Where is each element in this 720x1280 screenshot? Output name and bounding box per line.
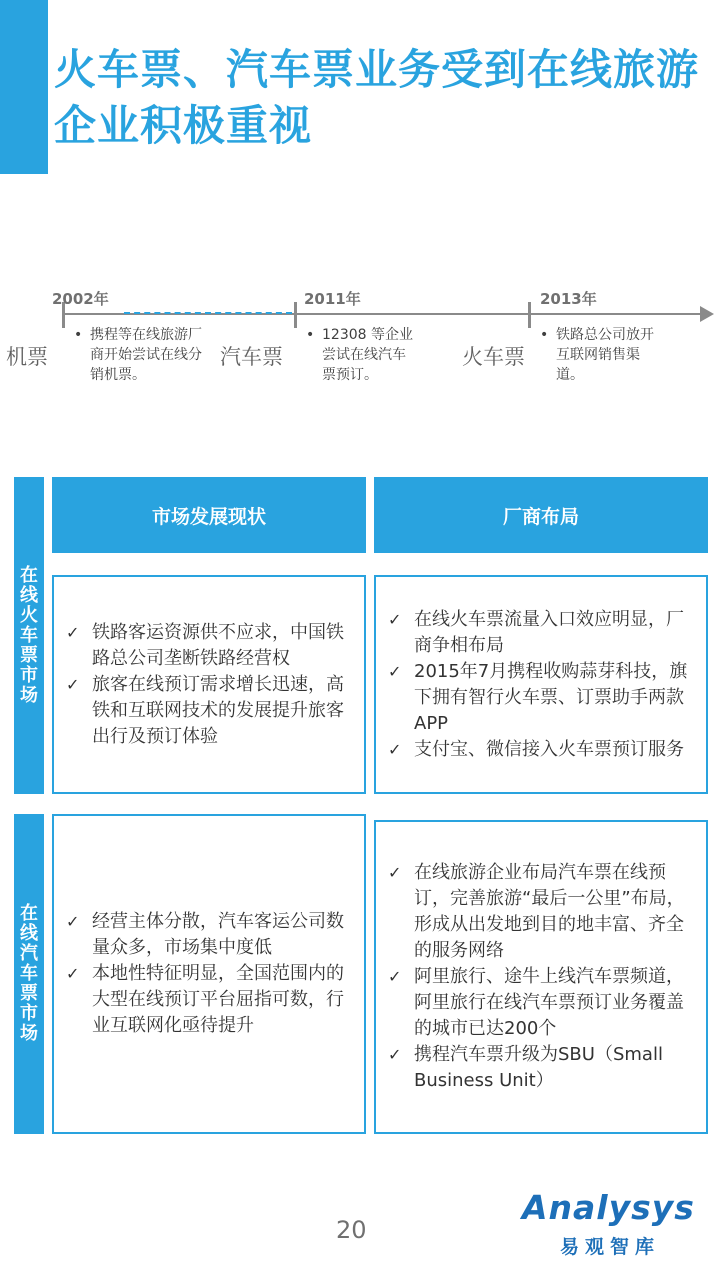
list-item: ✓ 2015年7月携程收购蒜芽科技，旗下拥有智行火车票、订票助手两款APP — [388, 660, 688, 734]
train-vendor-layout-box — [374, 575, 708, 794]
list-item: ✓ 支付宝、微信接入火车票预订服务 — [384, 737, 696, 763]
check-icon: ✓ — [66, 674, 80, 694]
page-number: 20 — [336, 1216, 367, 1244]
page-title: 火车票、汽车票业务受到在线旅游企业积极重视 — [54, 45, 700, 150]
check-icon: ✓ — [66, 964, 80, 983]
bullet-icon: • — [74, 327, 83, 343]
train-market-status-box — [52, 575, 366, 794]
timeline-year: 2013年 — [540, 290, 597, 308]
bullet-icon: • — [306, 327, 315, 343]
timeline-dashed-segment — [124, 312, 292, 314]
bullet-icon: • — [540, 327, 549, 343]
check-icon: ✓ — [388, 967, 402, 986]
check-icon: ✓ — [388, 1045, 402, 1064]
timeline-label: 汽车票 — [220, 345, 283, 369]
timeline-tick — [528, 302, 531, 328]
timeline-tick — [294, 302, 297, 328]
bus-market-status-box — [52, 814, 366, 1134]
logo-chinese-name: 易观智库 — [560, 1236, 661, 1258]
timeline-arrow-icon — [700, 306, 714, 322]
list-item: ✓ 经营主体分散，汽车客运公司数量众多，市场集中度低 — [66, 911, 344, 958]
check-icon: ✓ — [66, 622, 80, 642]
timeline-note: • 携程等在线旅游厂商开始尝试在线分销机票。 — [74, 327, 202, 383]
list-item: ✓ 铁路客运资源供不应求，中国铁路总公司垄断铁路经营权 — [66, 621, 344, 669]
list-item: ✓ 在线旅游企业布局汽车票在线预订，完善旅游“最后一公里”布局，形成从出发地到目的地丰富、齐全的服务网络 — [388, 862, 685, 961]
timeline-year: 2002年 — [52, 290, 109, 308]
header-market-status: 市场发展现状 — [52, 477, 366, 553]
analysys-logo — [522, 1188, 702, 1262]
check-icon: ✓ — [66, 912, 80, 931]
timeline-label: 火车票 — [462, 345, 525, 369]
list-item: ✓ 携程汽车票升级为SBU（Small Business Unit） — [388, 1044, 663, 1091]
list-item: ✓ 阿里旅行、途牛上线汽车票频道，阿里旅行在线汽车票预订业务覆盖的城市已达200个 — [388, 966, 684, 1039]
bus-vendor-layout-box — [374, 820, 708, 1134]
timeline-year: 2011年 — [304, 290, 361, 308]
title-accent-bar — [0, 0, 48, 174]
header-vendor-layout: 厂商布局 — [374, 477, 708, 553]
list-item: ✓ 本地性特征明显，全国范围内的大型在线预订平台屈指可数，行业互联网化亟待提升 — [66, 963, 344, 1036]
row-label-bus: 在线汽车票市场 — [14, 814, 44, 1134]
check-icon: ✓ — [388, 609, 402, 629]
timeline-note: • 铁路总公司放开互联网销售渠道。 — [540, 327, 654, 383]
check-icon: ✓ — [388, 863, 402, 882]
timeline-label: 机票 — [6, 345, 48, 369]
list-item: ✓ 旅客在线预订需求增长迅速，高铁和互联网技术的发展提升旅客出行及预订体验 — [66, 673, 344, 747]
check-icon: ✓ — [388, 739, 402, 759]
timeline-note: • 12308 等企业尝试在线汽车票预订。 — [306, 327, 413, 383]
check-icon: ✓ — [388, 661, 402, 681]
logo-wordmark: Analysys — [522, 1188, 695, 1227]
row-label-train: 在线火车票市场 — [14, 477, 44, 794]
list-item: ✓ 在线火车票流量入口效应明显，厂商争相布局 — [388, 608, 684, 656]
